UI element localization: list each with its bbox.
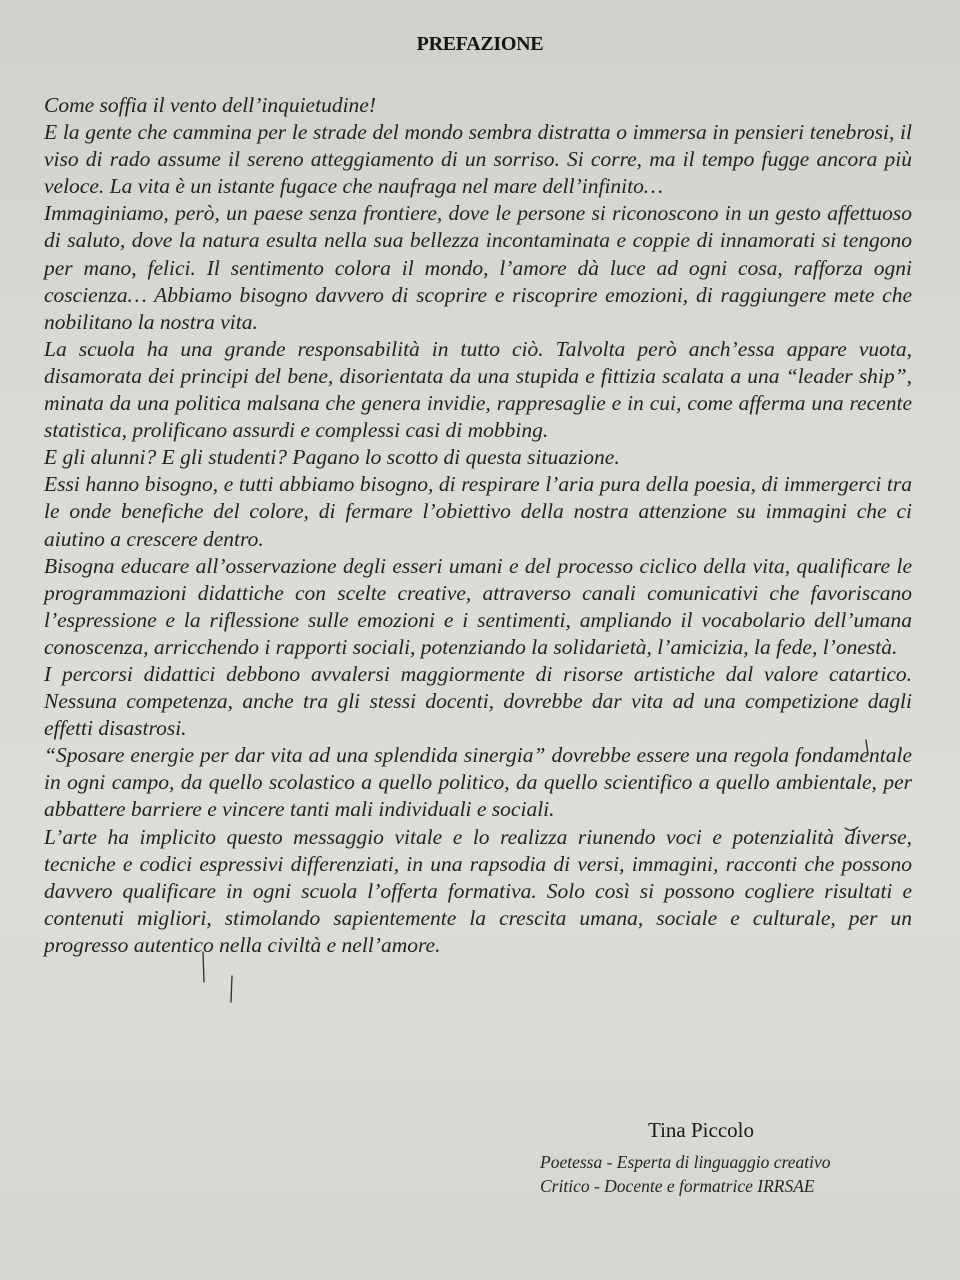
author-role-line: Critico - Docente e formatrice IRRSAE: [540, 1176, 815, 1196]
preface-body: [44, 92, 912, 959]
paragraph: La scuola ha una grande responsabilità in tutto ciò. Talvolta però anch’essa appare vuota, disamorata dei principi del bene, disorientata da una stupida e fittizia scalata a una “leader ship”, minata da una politica malsana che genera invidie, rappresaglie e in cui, come afferma una recente statistica, prolificano assurdi e complessi casi di mobbing.: [44, 336, 912, 443]
paragraph: Immaginiamo, però, un paese senza frontiere, dove le persone si riconoscono in un gesto affettuoso di saluto, dove la natura esulta nella sua bellezza incontaminata e coppie di innamorati si tengono per mano, felici. Il sentimento colora il mondo, l’amore dà luce ad ogni cosa, rafforza ogni coscienza… Abbiamo bisogno davvero di scoprire e riscoprire emozioni, di raggiungere mete che nobilitano la nostra vita.: [44, 201, 912, 334]
author-role-line: Poetessa - Esperta di linguaggio creativo: [540, 1152, 831, 1172]
author-name: Tina Piccolo: [648, 1118, 754, 1142]
pen-stroke-mark-icon: [226, 974, 238, 1004]
paragraph: L’arte ha implicito questo messaggio vitale e lo realizza riunendo voci e potenzialità diverse, tecniche e codici espressivi differenziati, in una rapsodia di versi, immagini, racconti che possono davvero qualificare in ogni scuola l’offerta formativa. Solo così si possono cogliere risultati e contenuti migliori, stimolando sapientemente la crescita umana, sociale e culturale, per un progresso autentico nella civiltà e nell’amore.: [44, 824, 912, 957]
paragraph: E la gente che cammina per le strade del mondo sembra distratta o immersa in pensieri tenebrosi, il viso di rado assume il sereno atteggiamento di un sorriso. Si corre, ma il tempo fugge ancora più veloce. La vita è un istante fugace che naufraga nel mare dell’infinito…: [44, 120, 912, 199]
paragraph: Essi hanno bisogno, e tutti abbiamo bisogno, di respirare l’aria pura della poesia, di immergerci tra le onde benefiche del colore, di fermare l’obiettivo della nostra attenzione su immagini che ci aiutino a crescere dentro.: [44, 472, 912, 551]
paragraph: Come soffia il vento dell’inquietudine!: [44, 93, 376, 117]
paragraph: I percorsi didattici debbono avvalersi maggiormente di risorse artistiche dal valore catartico. Nessuna competenza, anche tra gli stessi docenti, dovrebbe dar vita ad una competizione dagli effetti disastrosi.: [44, 661, 912, 741]
paragraph: “Sposare energie per dar vita ad una splendida sinergia” dovrebbe essere una regola fondamentale in ogni campo, da quello scolastico a quello politico, da quello scientifico a quello ambientale, per abbattere barriere e vincere tanti mali individuali e sociali.: [44, 743, 912, 822]
page-title: PREFAZIONE: [416, 33, 544, 55]
paragraph: Bisogna educare all’osservazione degli esseri umani e del processo ciclico della vita, qualificare le programmazioni didattiche con scelte creative, attraverso canali comunicativi che favoriscano l’espressione e la riflessione sulle emozioni e i sentimenti, ampliando il vocabolario dell’umana conoscenza, arricchendo i rapporti sociali, potenziando la solidarietà, l’amicizia, la fede, l’onestà.: [44, 553, 912, 659]
paragraph: E gli alunni? E gli studenti? Pagano lo scotto di questa situazione.: [44, 445, 620, 470]
